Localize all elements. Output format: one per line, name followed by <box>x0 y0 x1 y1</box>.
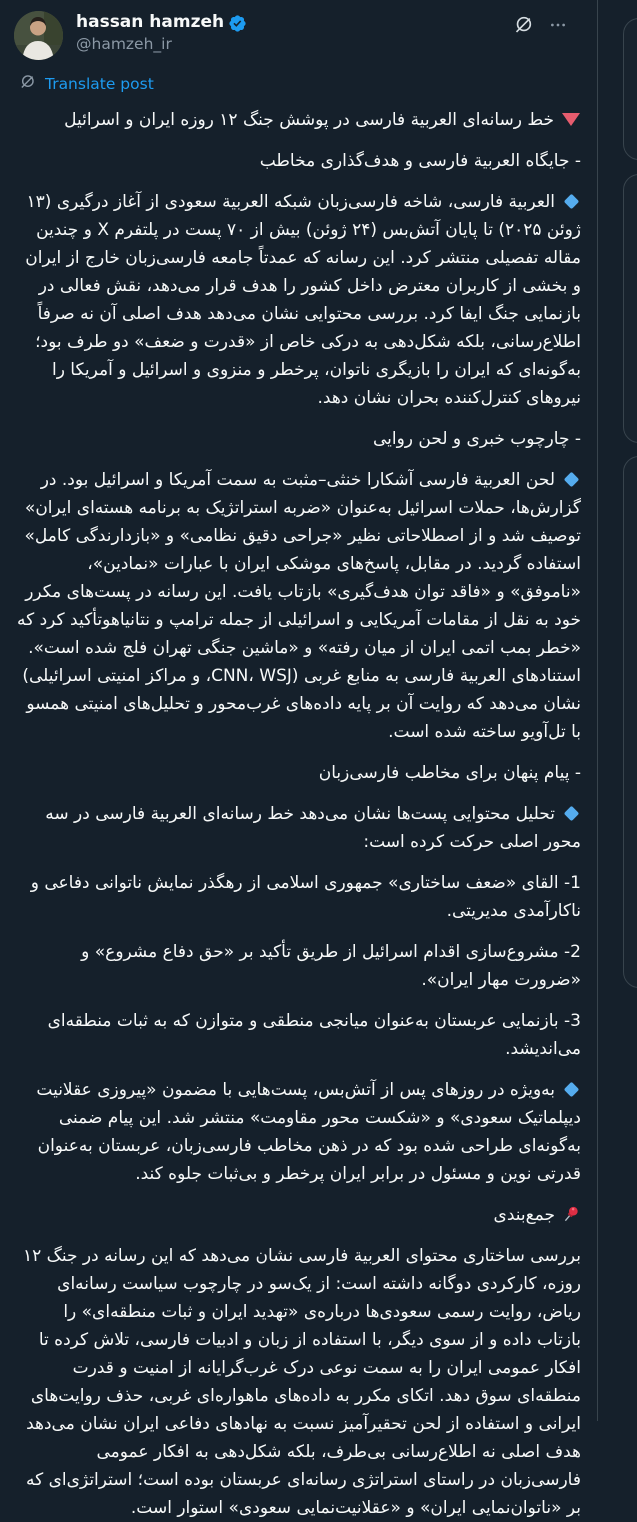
post-header <box>14 11 581 60</box>
blue-diamond-icon <box>564 194 580 210</box>
sidebar-card-edge <box>623 18 637 160</box>
post-paragraph <box>16 869 581 925</box>
avatar[interactable] <box>14 11 63 60</box>
post-paragraph <box>16 425 581 453</box>
grok-icon[interactable] <box>513 14 534 35</box>
post-paragraph <box>16 1242 581 1522</box>
blue-diamond-icon <box>564 806 580 822</box>
post-paragraph <box>16 1076 581 1188</box>
post-paragraph-text: 2- مشروع‌سازی اقدام اسرائیل از طریق تأکید بر «حق دفاع مشروع» و «ضرورت مهار ایران». <box>81 942 581 990</box>
pushpin-icon <box>561 1204 581 1224</box>
user-identity <box>76 11 513 54</box>
post-paragraph-text: - چارچوب خبری و لحن روایی <box>372 429 581 449</box>
post-actions <box>513 11 567 35</box>
avatar-photo <box>14 11 63 60</box>
post-paragraph-text: - جایگاه العربية فارسی و هدف‌گذاری مخاطب <box>259 151 581 171</box>
post-paragraph-text: لحن العربية فارسی آشکارا خنثی–مثبت به سمت آمریکا و اسرائیل بود. در گزارش‌ها، حملات اسرائیل به‌عنوان «ضربه استراتژیک به برنامه هسته‌ای ایران» توصیف شد و از اصطلاحاتی نظیر «جراحی دقیق نظامی» و «بازدارندگی کامل» استفاده گردید. در مقابل، پاسخ‌های موشکی ایران با عبارات «نمادین»، «ناموفق» و «فاقد توان هدف‌گیری» بازتاب یافت. این رسانه در پست‌های مکرر خود به نقل از مقامات آمریکایی و اسرائیلی از جمله ترامپ و نتانیاهوتأکید کرد که «خطر بمب اتمی ایران از میان رفته» و «ماشین جنگی تهران فلج شده است». استنادهای العربية فارسی به منابع غربی (CNN، WSJ، و مراکز امنیتی اسرائیلی) نشان می‌دهد که روایت آن بر پایه داده‌های غرب‌محور و تحلیل‌های امنیتی همسو با تل‌آویو ساخته شده است. <box>16 470 581 742</box>
post-paragraph-text: به‌ویژه در روزهای پس از آتش‌بس، پست‌هایی با مضمون «پیروزی عقلانیت دیپلماتیک سعودی» و «شکست محور مقاومت» منتشر شد. این پیام ضمنی به‌گونه‌ای طراحی شده بود که در ذهن مخاطب فارسی‌زبان، عربستان به‌عنوان قدرتی نوین و مسئول در برابر ایران پرخطر و بی‌ثبات جلوه کند. <box>36 1080 581 1184</box>
blue-diamond-icon <box>564 1082 580 1098</box>
sidebar-card-edge <box>623 174 637 443</box>
post-paragraph-text: 1- القای «ضعف ساختاری» جمهوری اسلامی از رهگذر نمایش ناتوانی دفاعی و ناکارآمدی مدیریتی. <box>30 873 581 921</box>
post-paragraph-text: تحلیل محتوایی پست‌ها نشان می‌دهد خط رسانه‌ای العربية فارسی در سه محور اصلی حرکت کرده است: <box>45 804 581 852</box>
post-paragraph <box>16 800 581 856</box>
grok-translate-icon <box>19 73 36 94</box>
post-paragraph-text: خط رسانه‌ای العربية فارسی در پوشش جنگ ۱۲ روزه ایران و اسرائیل <box>64 110 554 130</box>
post-paragraph-text: جمع‌بندی <box>493 1205 555 1225</box>
post-paragraph <box>16 938 581 994</box>
post-paragraph <box>16 466 581 746</box>
post-paragraph-text: - پیام پنهان برای مخاطب فارسی‌زبان <box>318 763 581 783</box>
red-triangle-icon <box>562 113 580 126</box>
blue-diamond-icon <box>564 472 580 488</box>
post-paragraph <box>16 1007 581 1063</box>
post-paragraph <box>16 759 581 787</box>
translate-post-button[interactable] <box>19 73 154 94</box>
post-paragraph-text: بررسی ساختاری محتوای العربية فارسی نشان می‌دهد که این رسانه در جنگ ۱۲ روزه، کارکردی دوگانه داشته است: از یک‌سو در چارچوب سیاست رسانه‌ای ریاض، روایت رسمی سعودی‌ها درباره‌ی «تهدید ایران و ثبات منطقه‌ای» را بازتاب داده و از سوی دیگر، با استفاده از زبان و ادبیات فارسی، تلاش کرده تا افکار عمومی ایران را به سمت نوعی درک غرب‌گرایانه از امنیت و قدرت منطقه‌ای سوق دهد. اتکای مکرر به داده‌های ماهواره‌ای غربی، حذف روایت‌های ایرانی و استفاده از لحن تحقیرآمیز نسبت به نهادهای دفاعی ایران نشان می‌دهد هدف اصلی نه اطلاع‌رسانی بی‌طرف، بلکه شکل‌دهی به افکار عمومی فارسی‌زبان در راستای استراتژی رسانه‌ای عربستان بوده است؛ استراتژی‌ای که بر «ناتوان‌نمایی ایران» و «عقلانیت‌نمایی سعودی» استوار است. <box>22 1246 581 1518</box>
sidebar-card-edge <box>623 456 637 988</box>
user-handle[interactable]: @hamzeh_ir <box>76 35 172 53</box>
post-paragraph <box>16 106 581 134</box>
display-name[interactable]: hassan hamzeh <box>76 12 225 32</box>
more-icon[interactable] <box>549 16 567 34</box>
translate-label: Translate post <box>45 74 154 93</box>
post-paragraph <box>16 188 581 412</box>
verified-badge-icon <box>228 14 247 33</box>
post-paragraph-text: العربية فارسی، شاخه فارسی‌زبان شبکه العربية سعودی از آغاز درگیری (۱۳ ژوئن ۲۰۲۵) تا پایان آتش‌بس (۲۴ ژوئن) بیش از ۷۰ پست در پلتفرم X و چندین مقاله تفصیلی منتشر کرد. این رسانه که عمدتاً جامعه فارسی‌زبان خارج از ایران و بخشی از کاربران معترض داخل کشور را هدف قرار می‌دهد، نقش فعالی در بازنمایی جنگ ایفا کرد. بررسی محتوایی نشان می‌دهد هدف اصلی آن نه صرفاً اطلاع‌رسانی، بلکه شکل‌دهی به درکی خاص از «قدرت و ضعف» دو طرف بود؛ به‌گونه‌ای که ایران را بازیگری ناتوان، پرخطر و منزوی و اسرائیل و آمریکا را نیروهای کنترل‌کننده بحران نشان دهد. <box>25 192 581 408</box>
post-paragraph <box>16 1201 581 1229</box>
post-text <box>14 106 581 1522</box>
post-paragraph <box>16 147 581 175</box>
post-paragraph-text: 3- بازنمایی عربستان به‌عنوان میانجی منطقی و متوازن که به ثبات منطقه‌ای می‌اندیشد. <box>47 1011 581 1059</box>
